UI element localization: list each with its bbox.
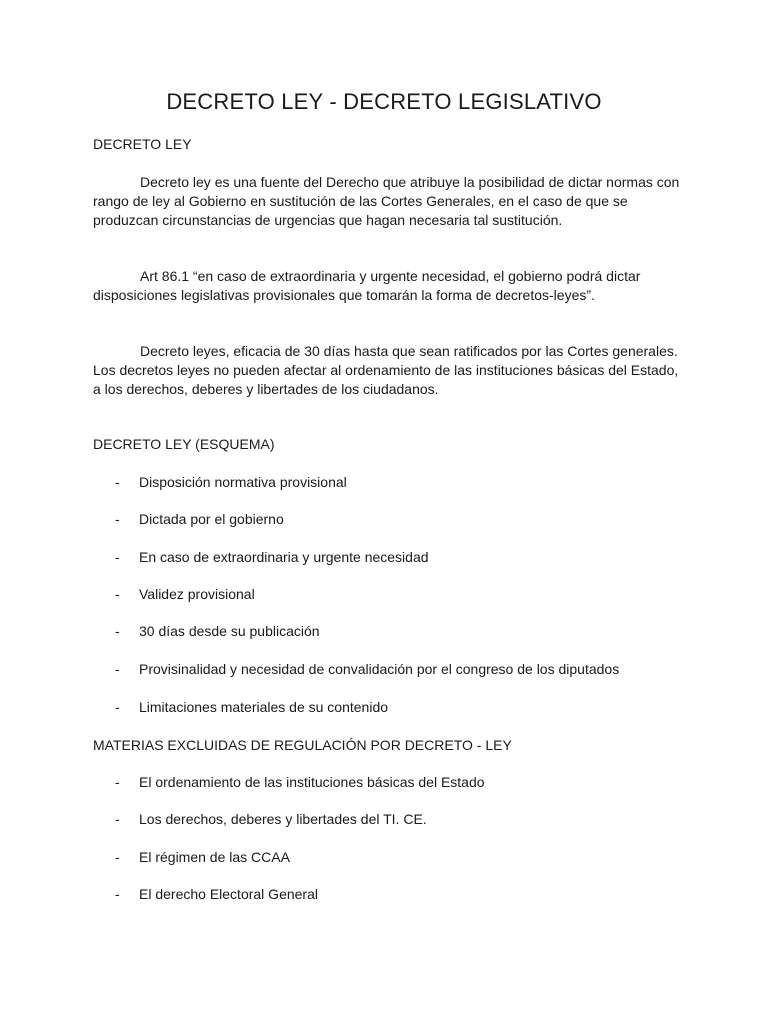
- bullet-dash: -: [115, 511, 120, 527]
- bullet-dash: -: [115, 549, 120, 565]
- list-item: [93, 585, 653, 604]
- section-heading-decreto-ley: DECRETO LEY: [93, 136, 192, 152]
- list-item: [93, 885, 653, 904]
- bullet-dash: -: [115, 586, 120, 602]
- paragraph-text: Art 86.1 “en caso de extraordinaria y urgente necesidad, el gobierno podrá dictar disposiciones legislativas provisionales que tomarán la forma de decretos-leyes”.: [93, 268, 641, 303]
- list-item-text: Los derechos, deberes y libertades del TI. CE.: [139, 811, 427, 827]
- list-item-text: El derecho Electoral General: [139, 886, 318, 902]
- list-item: [93, 698, 653, 717]
- document-title: DECRETO LEY - DECRETO LEGISLATIVO: [166, 89, 602, 114]
- list-item-text: Dictada por el gobierno: [139, 511, 284, 527]
- bullet-dash: -: [115, 661, 120, 677]
- section-heading-esquema: DECRETO LEY (ESQUEMA): [93, 436, 275, 452]
- bullet-dash: -: [115, 774, 120, 790]
- paragraph-text: Decreto ley es una fuente del Derecho que atribuye la posibilidad de dictar normas con rango de ley al Gobierno en sustitución de las Cortes Generales, en el caso de que se produzcan circunstancias de urgencias que hagan necesaria tal sustitución.: [93, 174, 680, 228]
- list-item-text: En caso de extraordinaria y urgente necesidad: [139, 549, 429, 565]
- paragraph-text: Decreto leyes, eficacia de 30 días hasta que sean ratificados por las Cortes generales. Los decretos leyes no pueden afectar al ordenamiento de las instituciones básicas del Estado, a los derechos, deberes y libertades de los ciudadanos.: [93, 343, 679, 397]
- list-item-text: El ordenamiento de las instituciones básicas del Estado: [139, 774, 485, 790]
- list-item: [93, 810, 653, 829]
- list-item: [93, 548, 653, 567]
- list-item-text: Provisinalidad y necesidad de convalidación por el congreso de los diputados: [139, 661, 620, 677]
- section-heading-materias-excluidas: MATERIAS EXCLUIDAS DE REGULACIÓN POR DECRETO - LEY: [93, 737, 512, 753]
- list-item: [93, 848, 653, 867]
- list-item-text: El régimen de las CCAA: [139, 849, 290, 865]
- list-item-text: Validez provisional: [139, 586, 255, 602]
- bullet-dash: -: [115, 811, 120, 827]
- list-item: [93, 660, 653, 679]
- bullet-dash: -: [115, 623, 120, 639]
- bullet-dash: -: [115, 699, 120, 715]
- bullet-dash: -: [115, 474, 120, 490]
- list-item: [93, 773, 653, 792]
- bullet-dash: -: [115, 849, 120, 865]
- list-item: [93, 622, 653, 641]
- bullet-dash: -: [115, 886, 120, 902]
- list-item: [93, 510, 653, 529]
- paragraph-eficacia: [93, 342, 683, 399]
- list-item-text: Limitaciones materiales de su contenido: [139, 699, 389, 715]
- list-item-text: Disposición normativa provisional: [139, 474, 347, 490]
- paragraph-art-86: [93, 267, 683, 305]
- list-item: [93, 473, 653, 492]
- paragraph-definition: [93, 173, 683, 230]
- list-item-text: 30 días desde su publicación: [139, 623, 320, 639]
